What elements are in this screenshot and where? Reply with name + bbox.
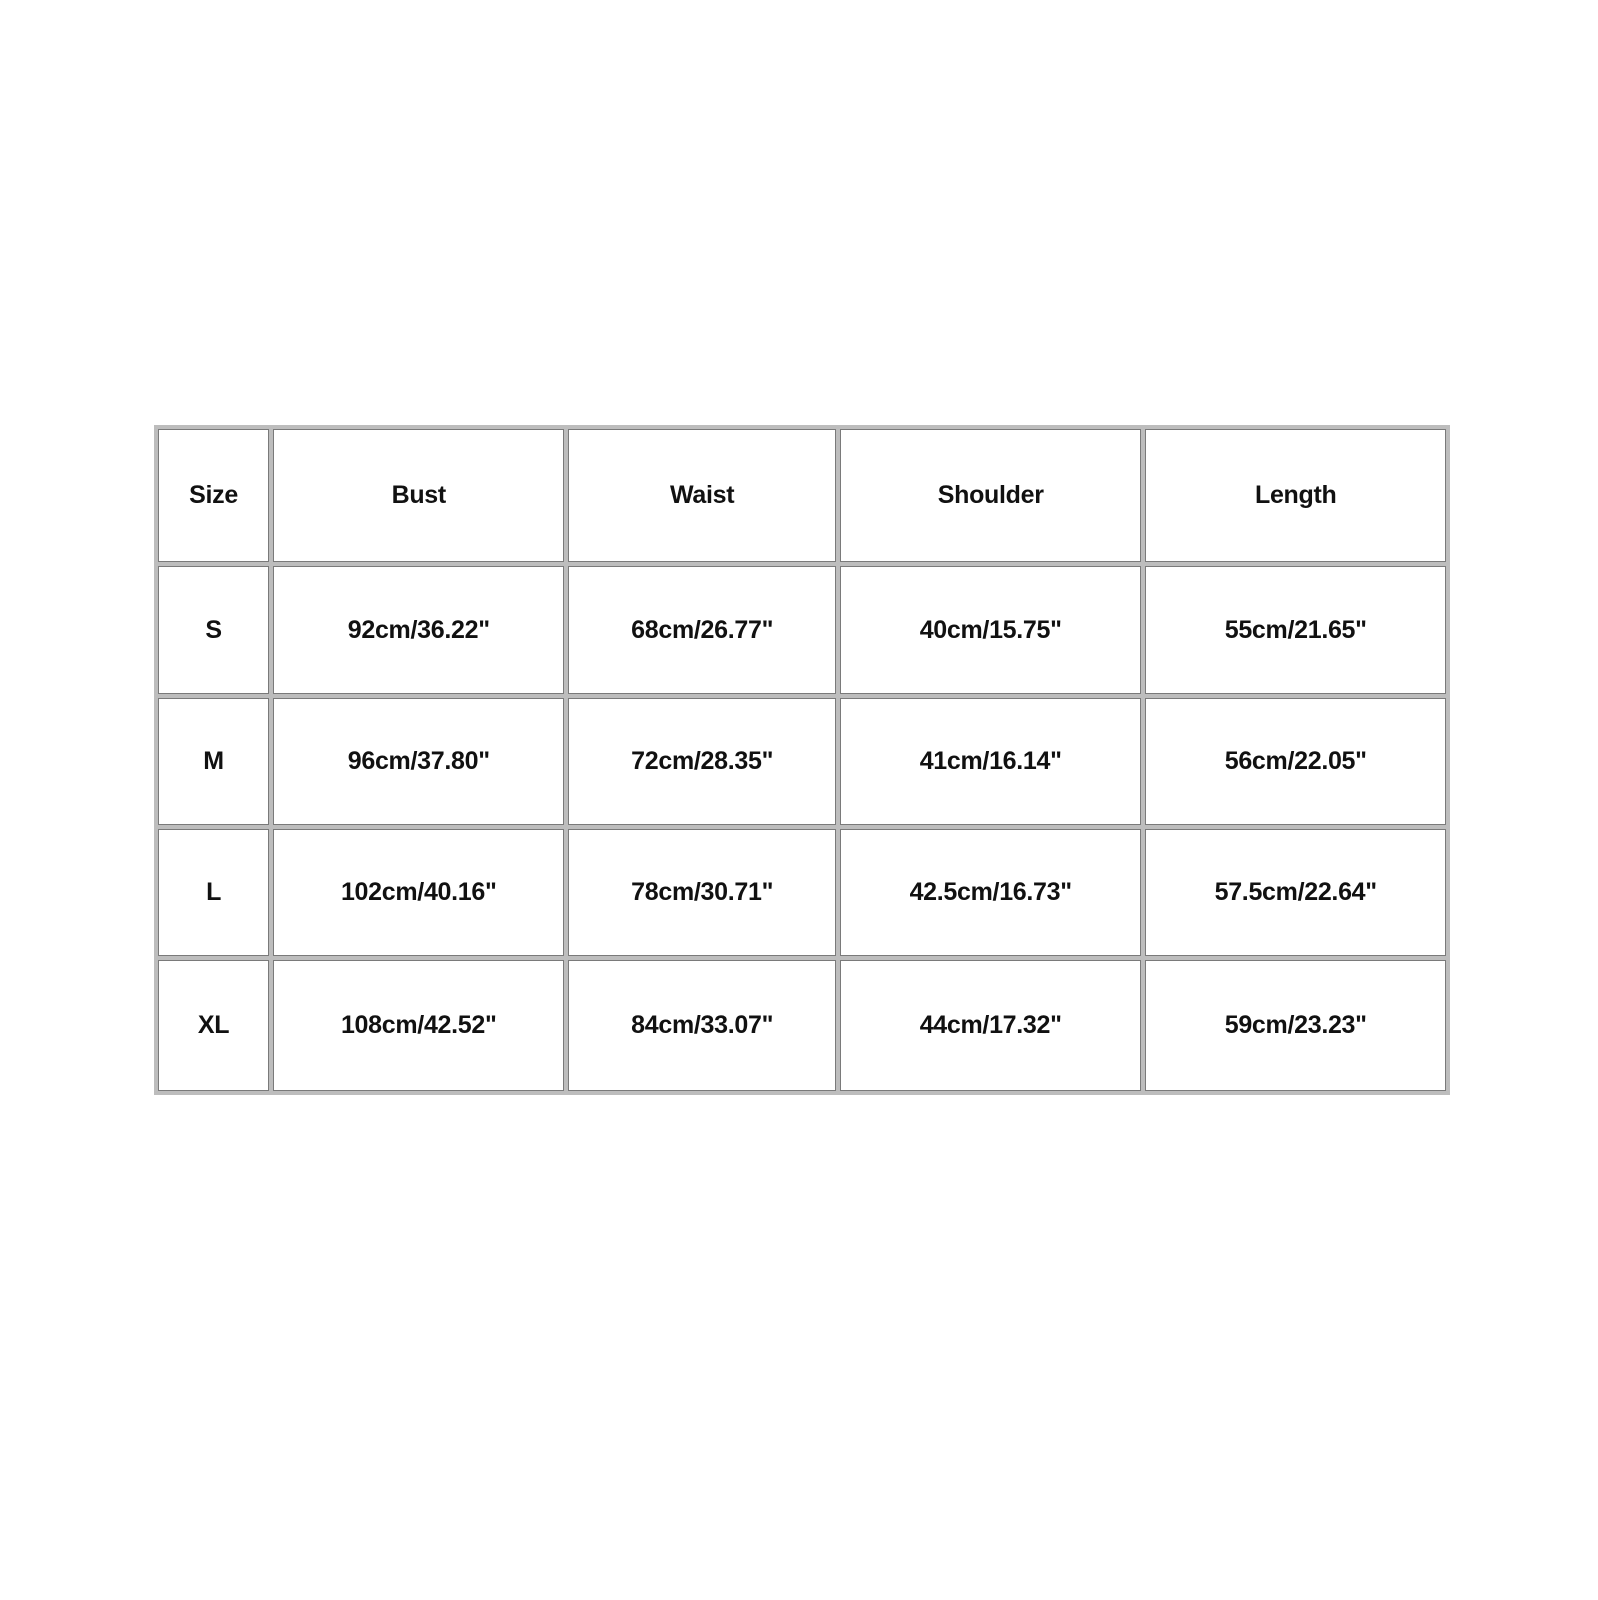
header-size: Size [158, 429, 269, 562]
cell-bust: 108cm/42.52" [273, 960, 564, 1091]
size-chart-table [154, 425, 1450, 1095]
cell-size: L [158, 829, 269, 956]
cell-size: XL [158, 960, 269, 1091]
header-waist: Waist [568, 429, 836, 562]
cell-length: 59cm/23.23" [1145, 960, 1446, 1091]
cell-length: 57.5cm/22.64" [1145, 829, 1446, 956]
table-row [158, 566, 1446, 694]
cell-length: 55cm/21.65" [1145, 566, 1446, 694]
cell-waist: 84cm/33.07" [568, 960, 836, 1091]
cell-bust: 96cm/37.80" [273, 698, 564, 824]
cell-shoulder: 44cm/17.32" [840, 960, 1142, 1091]
cell-shoulder: 42.5cm/16.73" [840, 829, 1142, 956]
cell-shoulder: 41cm/16.14" [840, 698, 1142, 824]
cell-shoulder: 40cm/15.75" [840, 566, 1142, 694]
header-length: Length [1145, 429, 1446, 562]
cell-waist: 72cm/28.35" [568, 698, 836, 824]
table-header-row [158, 429, 1446, 562]
cell-size: S [158, 566, 269, 694]
cell-waist: 68cm/26.77" [568, 566, 836, 694]
cell-bust: 102cm/40.16" [273, 829, 564, 956]
table-row [158, 829, 1446, 956]
header-shoulder: Shoulder [840, 429, 1142, 562]
cell-length: 56cm/22.05" [1145, 698, 1446, 824]
cell-bust: 92cm/36.22" [273, 566, 564, 694]
table-row [158, 960, 1446, 1091]
cell-size: M [158, 698, 269, 824]
header-bust: Bust [273, 429, 564, 562]
table-row [158, 698, 1446, 824]
cell-waist: 78cm/30.71" [568, 829, 836, 956]
